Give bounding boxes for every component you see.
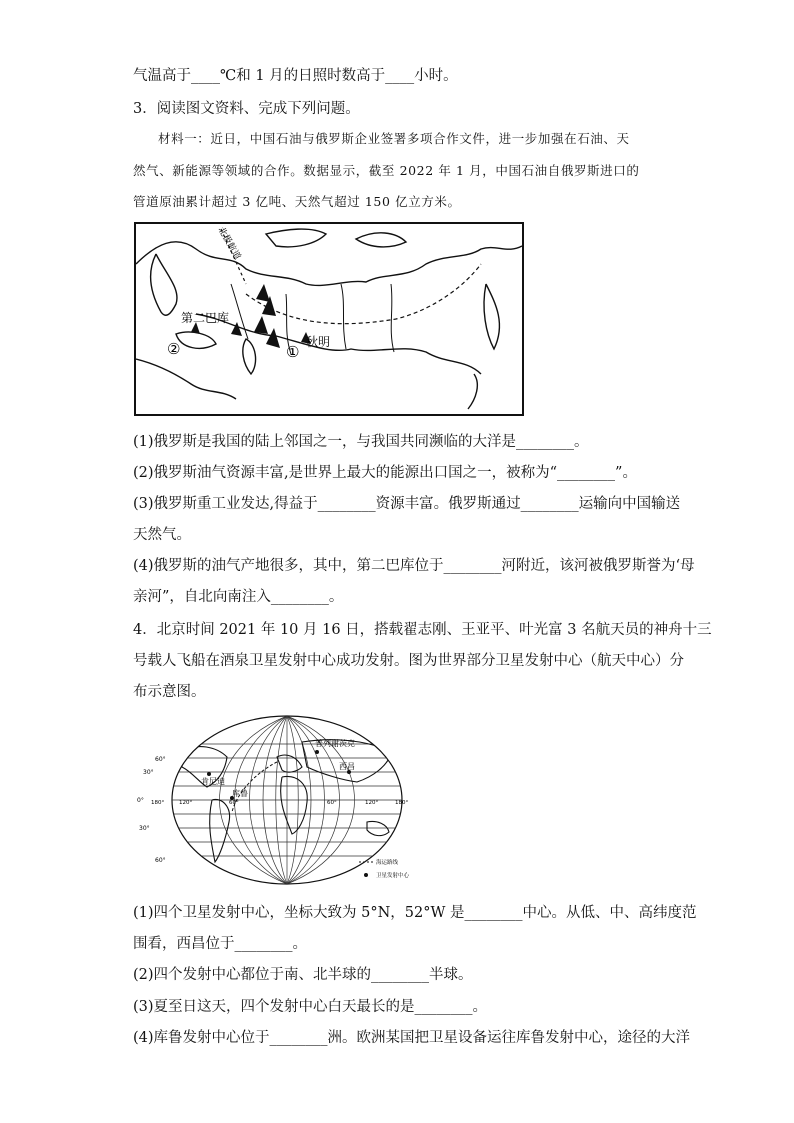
q4-part-3: (3)夏至日这天，四个发射中心白天最长的是________。: [133, 999, 488, 1015]
q3-part-3-line-1: (3)俄罗斯重工业发达,得益于________资源丰富。俄罗斯通过________运输向中国输送: [133, 496, 681, 512]
lat-label-60n: 60°: [155, 756, 166, 763]
russia-map: [134, 222, 524, 416]
second-baku-label: 第二巴库: [181, 311, 230, 325]
world-launch-centers-map: [137, 712, 427, 888]
marker-2: ②: [167, 340, 181, 358]
lon-label-60w: 60°: [229, 800, 239, 806]
xichang-label: 西昌: [339, 762, 355, 771]
q3-part-2: (2)俄罗斯油气资源丰富,是世界上最大的能源出口国之一，被称为“________”。: [133, 465, 637, 481]
lat-label-60s: 60°: [155, 857, 166, 864]
question-4-line-3: 布示意图。: [133, 684, 206, 700]
lon-label-60e: 60°: [327, 800, 337, 806]
kennedy-label: 肯尼迪: [201, 777, 225, 786]
q3-part-3-line-2: 天然气。: [133, 527, 191, 543]
lat-label-30n: 30°: [143, 769, 154, 776]
material-line-3: 管道原油累计超过 3 亿吨、天然气超过 150 亿立方米。: [133, 194, 461, 209]
q4-part-2: (2)四个发射中心都位于南、北半球的________半球。: [133, 967, 473, 983]
material-line-1: 材料一：近日，中国石油与俄罗斯企业签署多项合作文件，进一步加强在石油、天: [158, 131, 630, 146]
question-3-heading: 3．阅读图文资料、完成下列问题。: [133, 101, 360, 117]
question-4-line-2: 号载人飞船在酒泉卫星发射中心成功发射。图为世界部分卫星发射中心（航天中心）分: [133, 653, 684, 669]
q3-part-4-line-1: (4)俄罗斯的油气产地很多，其中，第二巴库位于________河附近，该河被俄罗斯誉为‘母: [133, 558, 695, 574]
lon-label-120e: 120°: [365, 800, 379, 806]
qiuming-label: 秋明: [306, 335, 331, 349]
lat-label-30s: 30°: [139, 825, 150, 832]
q3-part-4-line-2: 亲河”，自北向南注入________。: [133, 589, 344, 605]
q4-part-1-line-1: (1)四个卫星发射中心，坐标大致为 5°N，52°W 是________中心。从低、中、高纬度范: [133, 905, 697, 921]
lon-label-180e: 180°: [395, 800, 409, 806]
lon-label-120w: 120°: [179, 800, 193, 806]
pipeline-label: 北极航道: [215, 225, 243, 262]
q4-part-4: (4)库鲁发射中心位于________洲。欧洲某国把卫星设备运往库鲁发射中心，途径的大洋: [133, 1030, 691, 1046]
q4-part-1-line-2: 围看，西昌位于________。: [133, 936, 307, 952]
legend-route-label: 海运路线: [376, 860, 399, 866]
q3-part-1: (1)俄罗斯是我国的陆上邻国之一，与我国共同濒临的大洋是________。: [133, 434, 589, 450]
plesetsk-label: 普列谢茨克: [315, 739, 355, 748]
lon-label-180w: 180°: [151, 800, 165, 806]
material-line-2: 然气、新能源等领域的合作。数据显示，截至 2022 年 1 月，中国石油自俄罗斯进口的: [133, 163, 640, 178]
marker-1: ①: [286, 343, 300, 361]
line-temperature: 气温高于____℃和 1 月的日照时数高于____小时。: [133, 68, 458, 84]
question-4-line-1: 4．北京时间 2021 年 10 月 16 日，搭载翟志刚、王亚平、叶光富 3 名航天员的神舟十三: [133, 622, 712, 638]
kourou-label: 库鲁: [232, 789, 248, 798]
legend-center-label: 卫星发射中心: [376, 873, 410, 879]
lat-label-0: 0°: [137, 797, 144, 804]
legend-center-dot: [364, 873, 368, 877]
